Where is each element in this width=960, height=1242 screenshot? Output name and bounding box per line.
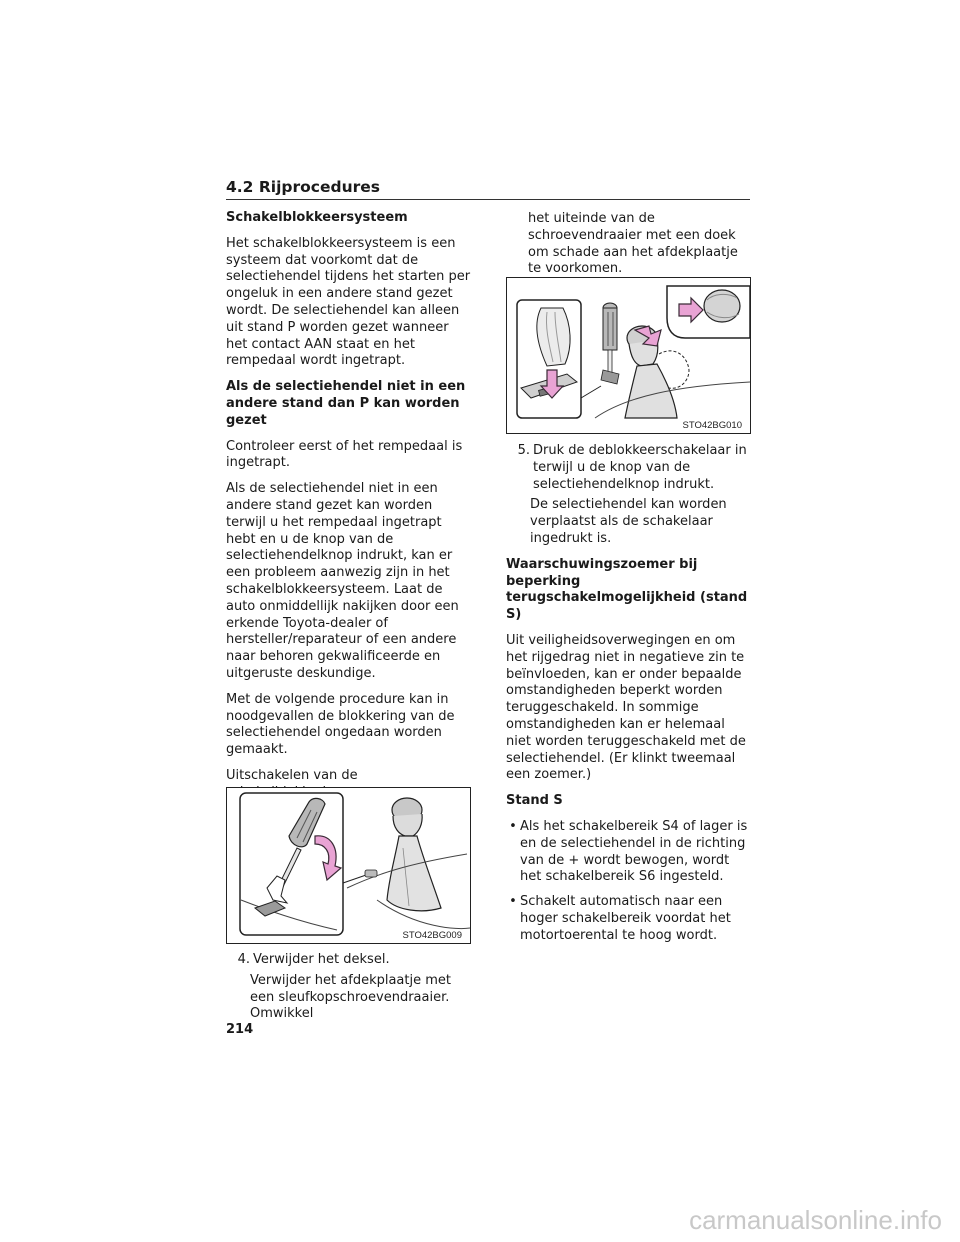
bullet-dot: • <box>509 894 517 910</box>
illustration-screwdriver-cover <box>227 788 470 943</box>
paragraph: Het schakelblokkeersysteem is een systeem dat voorkomt dat de selectiehendel tijdens het starten per ongeluk in een andere stand gezet wordt. De selectiehendel kan alleen uit stand P worden gezet wanneer het contact AAN staat en het rempedaal wordt ingetrapt. <box>226 235 471 369</box>
heading-stand-s: Stand S <box>506 793 563 809</box>
figure-remove-cover <box>226 787 471 944</box>
step-text: Verwijder het deksel. <box>253 952 390 967</box>
step-number: 5. <box>517 443 530 458</box>
illustration-release-button <box>507 278 750 433</box>
heading-lever-stuck: Als de selectiehendel niet in een andere stand dan P kan worden gezet <box>226 379 466 428</box>
step-4 <box>226 952 471 969</box>
step-5 <box>506 443 752 493</box>
figure-code: STO42BG010 <box>682 420 742 431</box>
step-4-detail: Verwijder het afdekplaatje met een sleufkopschroevendraaier. Omwikkel <box>250 972 451 1022</box>
heading-downshift-buzzer: Waarschuwingszoemer bij beperking terugschakelmogelijkheid (stand S) <box>506 556 748 623</box>
paragraph: Met de volgende procedure kan in noodgevallen de blokkering van de selectiehendel ongedaan worden gemaakt. <box>226 691 455 758</box>
step-5-detail: De selectiehendel kan worden verplaatst als de schakelaar ingedrukt is. <box>530 497 727 546</box>
heading-shift-lock: Schakelblokkeersysteem <box>226 210 408 225</box>
step-number: 4. <box>237 952 250 967</box>
right-column-bottom <box>506 443 752 953</box>
left-column <box>226 210 471 868</box>
watermark: carmanualsonline.info <box>689 1205 942 1235</box>
figure-code: STO42BG009 <box>402 930 462 941</box>
paragraph: Als de selectiehendel niet in een andere stand gezet kan worden terwijl u het rempedaal ingetrapt hebt en u de knop van de selectiehendelknop indrukt, kan er een probleem aanwezig zijn in het schakelblokkeersysteem. Laat de auto onmiddellijk nakijken door een erkende Toyota-dealer of hersteller/reparateur of een andere naar behoren gekwalificeerde en uitgeruste deskundige. <box>226 481 459 681</box>
section-header: 4.2 Rijprocedures <box>226 178 750 200</box>
left-column-bottom <box>226 952 471 1027</box>
bullet-item <box>506 894 752 944</box>
paragraph: Uit veiligheidsoverwegingen en om het rijgedrag niet in negatieve zin te beïnvloeden, kan er onder bepaalde omstandigheden beperkt worden teruggeschakeld. In sommige omstandigheden kan er helemaal niet worden teruggeschakeld met de selectiehendel. (Er klinkt tweemaal een zoemer.) <box>506 632 746 783</box>
bullet-dot: • <box>509 818 517 834</box>
right-column <box>506 211 752 282</box>
continued-text: het uiteinde van de schroevendraaier met een doek om schade aan het afdekplaatje te voorkomen. <box>528 211 738 277</box>
paragraph: Controleer eerst of het rempedaal is ingetrapt. <box>226 438 463 471</box>
figure-release-button <box>506 277 751 434</box>
paragraph: Uitschakelen van de <box>226 767 358 783</box>
page-number: 214 <box>226 1022 254 1037</box>
bullet-item <box>506 819 752 886</box>
bullet-text: Schakelt automatisch naar een hoger schakelbereik voordat het motortoerental te hoog wordt. <box>520 894 731 943</box>
bullet-text: Als het schakelbereik S4 of lager is en de selectiehendel in de richting van de + wordt bewogen, wordt het schakelbereik S6 ingesteld. <box>520 818 748 885</box>
step-text: Druk de deblokkeerschakelaar in terwijl u de knop van de selectiehendelknop indrukt. <box>533 443 747 492</box>
